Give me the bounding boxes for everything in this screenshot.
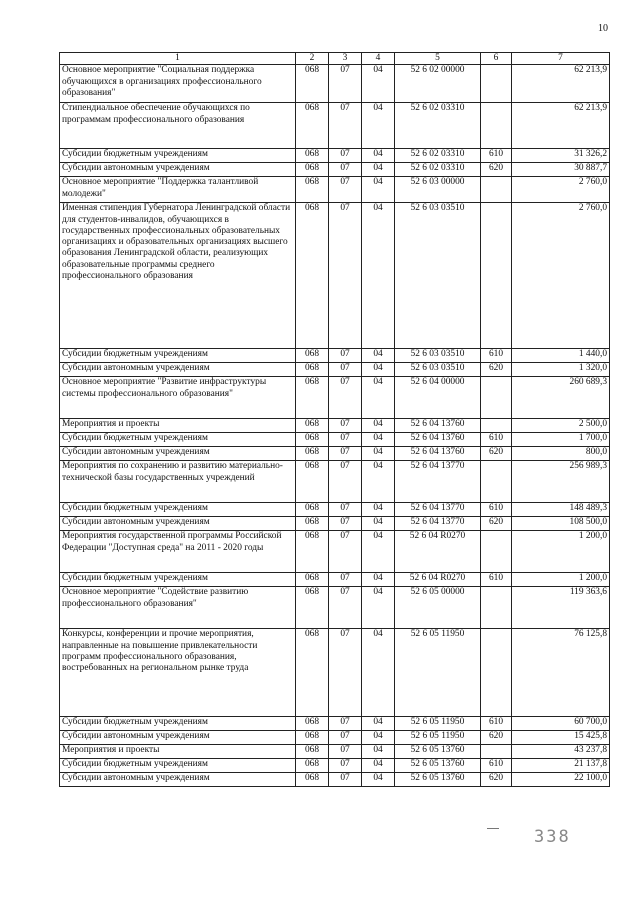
table-row [60, 503, 610, 517]
section-code-cell: 07 [329, 149, 362, 163]
subsection-code-cell: 04 [362, 163, 395, 177]
row-name-cell: Основное мероприятие "Развитие инфраструктуры системы профессионального образования" [60, 377, 296, 419]
section-code-cell: 07 [329, 349, 362, 363]
expense-type-cell [481, 377, 512, 419]
target-article-cell: 52 6 05 13760 [395, 759, 481, 773]
column-header: 1 [60, 53, 296, 65]
table-row [60, 419, 610, 433]
expense-type-cell: 610 [481, 149, 512, 163]
table-row [60, 65, 610, 103]
row-name-cell: Субсидии автономным учреждениям [60, 773, 296, 787]
ministry-code-cell: 068 [296, 65, 329, 103]
row-name-cell: Субсидии бюджетным учреждениям [60, 149, 296, 163]
expense-type-cell: 610 [481, 717, 512, 731]
column-header: 2 [296, 53, 329, 65]
expense-type-cell [481, 177, 512, 203]
amount-cell: 62 213,9 [512, 65, 610, 103]
expense-type-cell [481, 65, 512, 103]
expense-type-cell [481, 203, 512, 349]
target-article-cell: 52 6 02 03310 [395, 163, 481, 177]
section-code-cell: 07 [329, 377, 362, 419]
ministry-code-cell: 068 [296, 377, 329, 419]
section-code-cell: 07 [329, 573, 362, 587]
target-article-cell: 52 6 04 R0270 [395, 531, 481, 573]
expense-type-cell: 620 [481, 773, 512, 787]
row-name-cell: Конкурсы, конференции и прочие мероприятия, направленные на повышение привлекательности программ профессионального образования, востребованных на региональном рынке труда [60, 629, 296, 717]
amount-cell: 1 320,0 [512, 363, 610, 377]
expense-type-cell [481, 531, 512, 573]
row-name-cell: Субсидии автономным учреждениям [60, 447, 296, 461]
table-row [60, 433, 610, 447]
section-code-cell: 07 [329, 531, 362, 573]
subsection-code-cell: 04 [362, 773, 395, 787]
subsection-code-cell: 04 [362, 177, 395, 203]
ministry-code-cell: 068 [296, 419, 329, 433]
section-code-cell: 07 [329, 203, 362, 349]
ministry-code-cell: 068 [296, 759, 329, 773]
target-article-cell: 52 6 03 03510 [395, 203, 481, 349]
target-article-cell: 52 6 04 R0270 [395, 573, 481, 587]
row-name-cell: Субсидии бюджетным учреждениям [60, 759, 296, 773]
row-name-cell: Субсидии бюджетным учреждениям [60, 433, 296, 447]
budget-table [59, 52, 610, 787]
target-article-cell: 52 6 04 13760 [395, 447, 481, 461]
expense-type-cell: 620 [481, 517, 512, 531]
expense-type-cell: 620 [481, 447, 512, 461]
row-name-cell: Мероприятия и проекты [60, 745, 296, 759]
amount-cell: 1 440,0 [512, 349, 610, 363]
section-code-cell: 07 [329, 517, 362, 531]
ministry-code-cell: 068 [296, 461, 329, 503]
column-header: 5 [395, 53, 481, 65]
ministry-code-cell: 068 [296, 349, 329, 363]
table-row [60, 745, 610, 759]
column-header: 3 [329, 53, 362, 65]
subsection-code-cell: 04 [362, 65, 395, 103]
expense-type-cell: 610 [481, 759, 512, 773]
target-article-cell: 52 6 05 13760 [395, 773, 481, 787]
amount-cell: 119 363,6 [512, 587, 610, 629]
ministry-code-cell: 068 [296, 745, 329, 759]
table-row [60, 773, 610, 787]
target-article-cell: 52 6 05 11950 [395, 717, 481, 731]
subsection-code-cell: 04 [362, 731, 395, 745]
subsection-code-cell: 04 [362, 759, 395, 773]
table-row [60, 717, 610, 731]
ministry-code-cell: 068 [296, 503, 329, 517]
table-body [60, 65, 610, 787]
expense-type-cell: 620 [481, 731, 512, 745]
row-name-cell: Основное мероприятие "Социальная поддержка обучающихся в организациях профессионального образования" [60, 65, 296, 103]
table-row [60, 163, 610, 177]
ministry-code-cell: 068 [296, 717, 329, 731]
subsection-code-cell: 04 [362, 377, 395, 419]
row-name-cell: Именная стипендия Губернатора Ленинградской области для студентов-инвалидов, обучающихся в государственных профессиональных образовательных организациях и образовательных организациях высшего образования Ленинградской области, реализующих образовательные программы среднего профессионального образования [60, 203, 296, 349]
subsection-code-cell: 04 [362, 531, 395, 573]
section-code-cell: 07 [329, 461, 362, 503]
ministry-code-cell: 068 [296, 177, 329, 203]
table-row [60, 587, 610, 629]
subsection-code-cell: 04 [362, 629, 395, 717]
target-article-cell: 52 6 04 13770 [395, 503, 481, 517]
table-row [60, 731, 610, 745]
subsection-code-cell: 04 [362, 447, 395, 461]
ministry-code-cell: 068 [296, 531, 329, 573]
amount-cell: 60 700,0 [512, 717, 610, 731]
table-row [60, 517, 610, 531]
target-article-cell: 52 6 05 13760 [395, 745, 481, 759]
amount-cell: 2 760,0 [512, 177, 610, 203]
expense-type-cell: 610 [481, 503, 512, 517]
section-code-cell: 07 [329, 629, 362, 717]
section-code-cell: 07 [329, 503, 362, 517]
expense-type-cell: 610 [481, 349, 512, 363]
target-article-cell: 52 6 05 11950 [395, 629, 481, 717]
margin-dash [487, 828, 499, 829]
ministry-code-cell: 068 [296, 587, 329, 629]
page-stamp: 338 [534, 827, 571, 847]
amount-cell: 1 200,0 [512, 531, 610, 573]
ministry-code-cell: 068 [296, 573, 329, 587]
table-row [60, 447, 610, 461]
amount-cell: 800,0 [512, 447, 610, 461]
amount-cell: 76 125,8 [512, 629, 610, 717]
target-article-cell: 52 6 04 13760 [395, 433, 481, 447]
row-name-cell: Мероприятия и проекты [60, 419, 296, 433]
target-article-cell: 52 6 04 13760 [395, 419, 481, 433]
column-header: 6 [481, 53, 512, 65]
ministry-code-cell: 068 [296, 433, 329, 447]
section-code-cell: 07 [329, 363, 362, 377]
ministry-code-cell: 068 [296, 103, 329, 149]
row-name-cell: Мероприятия по сохранению и развитию материально-технической базы государственных учреждений [60, 461, 296, 503]
target-article-cell: 52 6 05 00000 [395, 587, 481, 629]
amount-cell: 30 887,7 [512, 163, 610, 177]
expense-type-cell: 610 [481, 573, 512, 587]
section-code-cell: 07 [329, 717, 362, 731]
section-code-cell: 07 [329, 745, 362, 759]
table-row [60, 759, 610, 773]
section-code-cell: 07 [329, 773, 362, 787]
expense-type-cell: 610 [481, 433, 512, 447]
subsection-code-cell: 04 [362, 745, 395, 759]
subsection-code-cell: 04 [362, 433, 395, 447]
subsection-code-cell: 04 [362, 503, 395, 517]
subsection-code-cell: 04 [362, 587, 395, 629]
amount-cell: 256 989,3 [512, 461, 610, 503]
section-code-cell: 07 [329, 447, 362, 461]
table-row [60, 349, 610, 363]
expense-type-cell [481, 419, 512, 433]
amount-cell: 21 137,8 [512, 759, 610, 773]
amount-cell: 2 500,0 [512, 419, 610, 433]
expense-type-cell [481, 587, 512, 629]
row-name-cell: Субсидии автономным учреждениям [60, 363, 296, 377]
subsection-code-cell: 04 [362, 103, 395, 149]
section-code-cell: 07 [329, 419, 362, 433]
page-number: 10 [598, 23, 608, 34]
ministry-code-cell: 068 [296, 629, 329, 717]
header-row [60, 53, 610, 65]
table-row [60, 103, 610, 149]
table-row [60, 149, 610, 163]
subsection-code-cell: 04 [362, 517, 395, 531]
ministry-code-cell: 068 [296, 517, 329, 531]
row-name-cell: Субсидии бюджетным учреждениям [60, 573, 296, 587]
row-name-cell: Субсидии автономным учреждениям [60, 517, 296, 531]
ministry-code-cell: 068 [296, 363, 329, 377]
target-article-cell: 52 6 03 03510 [395, 349, 481, 363]
row-name-cell: Субсидии бюджетным учреждениям [60, 717, 296, 731]
section-code-cell: 07 [329, 759, 362, 773]
subsection-code-cell: 04 [362, 717, 395, 731]
row-name-cell: Субсидии бюджетным учреждениям [60, 349, 296, 363]
amount-cell: 15 425,8 [512, 731, 610, 745]
amount-cell: 1 700,0 [512, 433, 610, 447]
section-code-cell: 07 [329, 731, 362, 745]
row-name-cell: Субсидии автономным учреждениям [60, 731, 296, 745]
target-article-cell: 52 6 02 03310 [395, 103, 481, 149]
target-article-cell: 52 6 02 00000 [395, 65, 481, 103]
ministry-code-cell: 068 [296, 447, 329, 461]
column-header: 4 [362, 53, 395, 65]
subsection-code-cell: 04 [362, 203, 395, 349]
amount-cell: 62 213,9 [512, 103, 610, 149]
expense-type-cell [481, 461, 512, 503]
subsection-code-cell: 04 [362, 573, 395, 587]
amount-cell: 22 100,0 [512, 773, 610, 787]
section-code-cell: 07 [329, 103, 362, 149]
row-name-cell: Субсидии автономным учреждениям [60, 163, 296, 177]
target-article-cell: 52 6 02 03310 [395, 149, 481, 163]
section-code-cell: 07 [329, 433, 362, 447]
table-row [60, 377, 610, 419]
table-row [60, 363, 610, 377]
subsection-code-cell: 04 [362, 461, 395, 503]
section-code-cell: 07 [329, 587, 362, 629]
table-row [60, 177, 610, 203]
table-row [60, 531, 610, 573]
section-code-cell: 07 [329, 177, 362, 203]
section-code-cell: 07 [329, 65, 362, 103]
section-code-cell: 07 [329, 163, 362, 177]
row-name-cell: Основное мероприятие "Поддержка талантливой молодежи" [60, 177, 296, 203]
ministry-code-cell: 068 [296, 731, 329, 745]
subsection-code-cell: 04 [362, 149, 395, 163]
row-name-cell: Мероприятия государственной программы Российской Федерации "Доступная среда" на 2011 - 2020 годы [60, 531, 296, 573]
expense-type-cell: 620 [481, 363, 512, 377]
ministry-code-cell: 068 [296, 773, 329, 787]
amount-cell: 148 489,3 [512, 503, 610, 517]
amount-cell: 108 500,0 [512, 517, 610, 531]
ministry-code-cell: 068 [296, 149, 329, 163]
table-row [60, 203, 610, 349]
subsection-code-cell: 04 [362, 349, 395, 363]
target-article-cell: 52 6 03 03510 [395, 363, 481, 377]
target-article-cell: 52 6 03 00000 [395, 177, 481, 203]
expense-type-cell [481, 103, 512, 149]
expense-type-cell [481, 745, 512, 759]
expense-type-cell: 620 [481, 163, 512, 177]
row-name-cell: Стипендиальное обеспечение обучающихся по программам профессионального образования [60, 103, 296, 149]
amount-cell: 1 200,0 [512, 573, 610, 587]
amount-cell: 31 326,2 [512, 149, 610, 163]
amount-cell: 260 689,3 [512, 377, 610, 419]
subsection-code-cell: 04 [362, 419, 395, 433]
target-article-cell: 52 6 04 00000 [395, 377, 481, 419]
ministry-code-cell: 068 [296, 163, 329, 177]
target-article-cell: 52 6 05 11950 [395, 731, 481, 745]
row-name-cell: Субсидии бюджетным учреждениям [60, 503, 296, 517]
table-row [60, 573, 610, 587]
table-row [60, 629, 610, 717]
expense-type-cell [481, 629, 512, 717]
target-article-cell: 52 6 04 13770 [395, 517, 481, 531]
row-name-cell: Основное мероприятие "Содействие развитию профессионального образования" [60, 587, 296, 629]
column-header: 7 [512, 53, 610, 65]
amount-cell: 2 760,0 [512, 203, 610, 349]
target-article-cell: 52 6 04 13770 [395, 461, 481, 503]
subsection-code-cell: 04 [362, 363, 395, 377]
amount-cell: 43 237,8 [512, 745, 610, 759]
table-row [60, 461, 610, 503]
ministry-code-cell: 068 [296, 203, 329, 349]
